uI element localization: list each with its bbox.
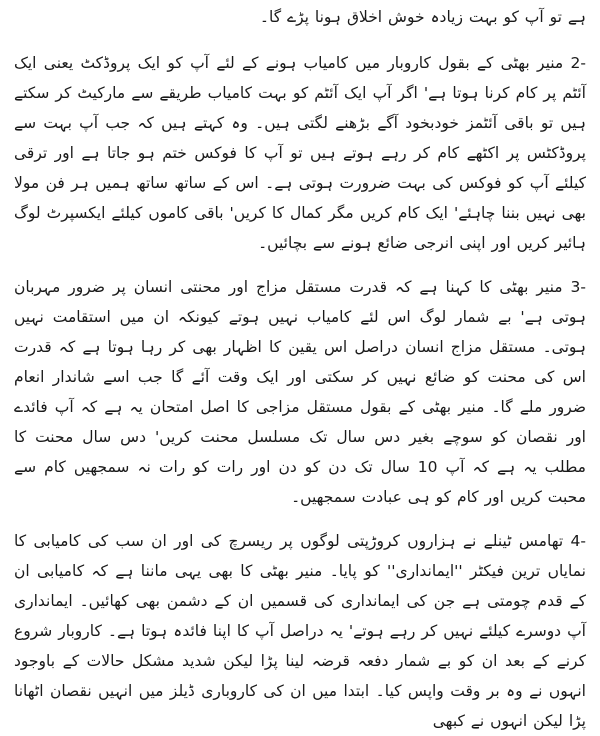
article-paragraph-intro: ہے تو آپ کو بہت زیادہ خوش اخلاق ہونا پڑے گا۔ <box>259 8 586 26</box>
article-paragraph-point-3: -3 منیر بھٹی کا کہنا ہے کہ قدرت مستقل مزاج اور محنتی انسان پر ضرور مہربان ہوتی ہے' بے شمار لوگ اس لئے کامیاب نہیں ہوتے کیونکہ ان میں استقامت نہیں ہوتی۔ مستقل مزاج انسان دراصل اس یقین کا اظہار بھی کر رہا ہوتا ہے کہ قدرت اس کی محنت کو ضائع نہیں کر سکتی اور ایک وقت آئے گا جب اسے شاندار انعام ضرور ملے گا۔ منیر بھٹی کے بقول مستقل مزاجی کا اصل امتحان یہ ہے کہ آپ فائدے اور نقصان کو سوچے بغیر دس سال تک مسلسل محنت کریں' دس سال محنت کا مطلب یہ ہے کہ آپ 10 سال تک دن کو دن اور رات کو رات نہ سمجھیں کام سے محبت کریں اور کام کو ہی عبادت سمجھیں۔ <box>14 278 586 506</box>
article-paragraph-point-2: -2 منیر بھٹی کے بقول کاروبار میں کامیاب ہونے کے لئے آپ کو ایک پروڈکٹ یعنی ایک آئٹم پر کام کرنا ہوتا ہے' اگر آپ ایک آئٹم کو بہت کامیاب طریقے سے مارکیٹ کر سکتے ہیں تو باقی آئٹمز خودبخود آگے بڑھنے لگتی ہیں۔ وہ کہتے ہیں کہ جب آپ بہت سے پروڈکٹس پر اکٹھے کام کر رہے ہوتے ہیں تو آپ کا فوکس ختم ہو جاتا ہے اور ترقی کیلئے آپ کو فوکس کی بہت ضرورت ہوتی ہے۔ اس کے ساتھ ساتھ ہمیں ہر فن مولا بھی نہیں بننا چاہئے' ایک کام کریں مگر کمال کا کریں' باقی کاموں کیلئے ایکسپرٹ لوگ ہائیر کریں اور اپنی انرجی ضائع ہونے سے بچائیں۔ <box>14 54 586 252</box>
article-paragraph-point-4: -4 تھامس ٹینلے نے ہزاروں کروڑپتی لوگوں پر ریسرچ کی اور ان سب کی کامیابی کا نمایاں ترین فیکٹر ''ایمانداری'' کو پایا۔ منیر بھٹی کا بھی یہی ماننا ہے کہ کامیابی ان کے قدم چومتی ہے جن کی ایمانداری کی قسمیں ان کے دشمن بھی کھائیں۔ ایمانداری آپ دوسرے کیلئے نہیں کر رہے ہوتے' یہ دراصل آپ کا اپنا فائدہ ہوتا ہے۔ کاروبار شروع کرنے کے بعد ان کو بے شمار دفعہ قرضہ لینا پڑا لیکن شدید مشکل حالات کے باوجود انہوں نے وہ بر وقت واپس کیا۔ ابتدا میں ان کی کاروباری ڈیلز میں انہیں نقصان اٹھانا پڑا لیکن انہوں نے کبھی <box>14 532 586 730</box>
